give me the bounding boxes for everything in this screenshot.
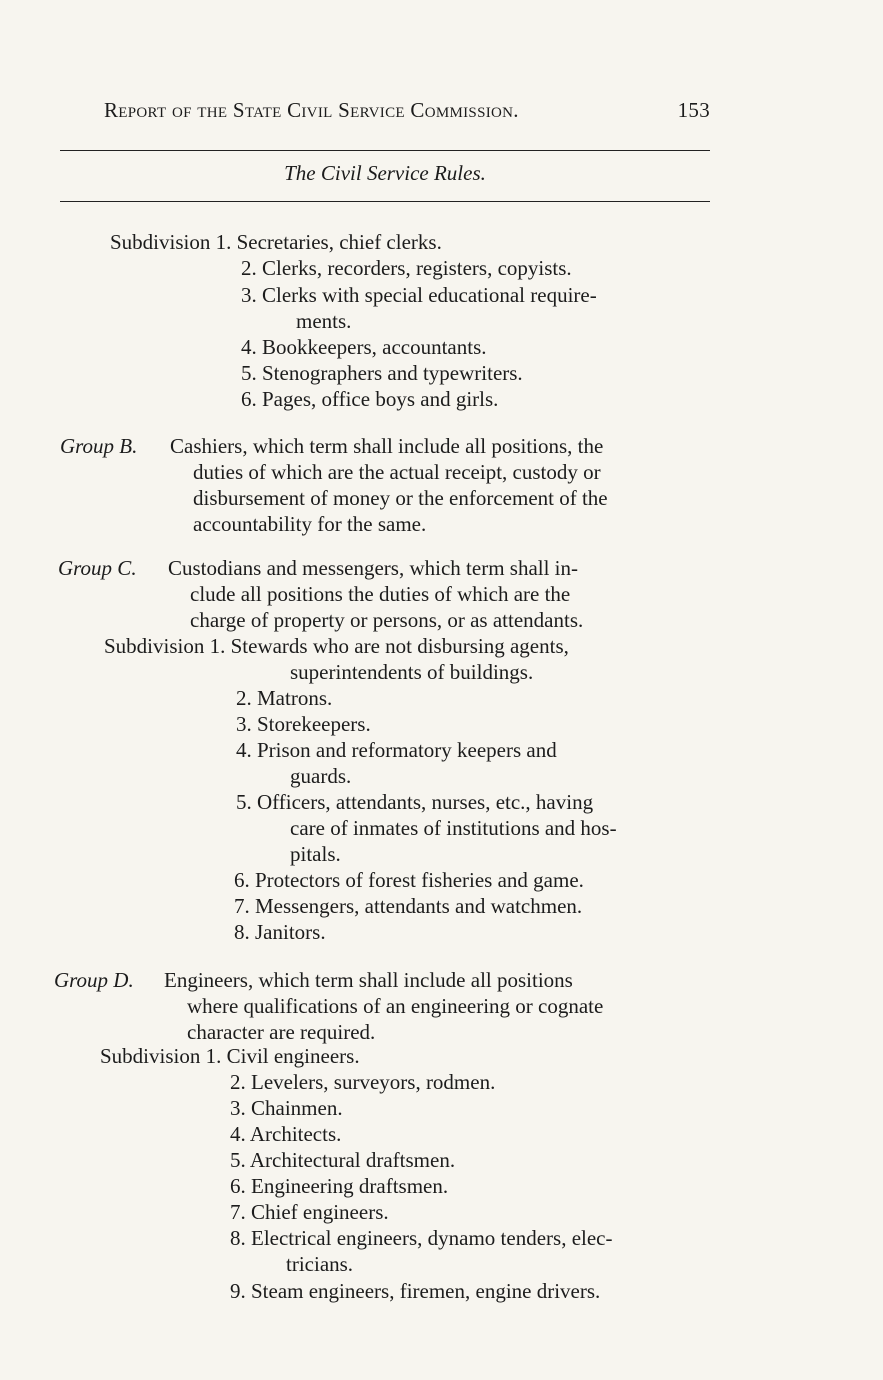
text-line: 4. Architects. (230, 1122, 342, 1146)
header-rule-bottom (60, 201, 710, 202)
text-line: 7. Chief engineers. (230, 1200, 389, 1224)
text-line: 3. Clerks with special educational require- (241, 283, 597, 307)
text-line: where qualifications of an engineering or cognate (187, 994, 604, 1018)
page-number: 153 (677, 98, 710, 122)
group-label: Group C. (58, 556, 137, 580)
text-line: 2. Matrons. (236, 686, 333, 710)
running-title: The Civil Service Rules. (284, 161, 486, 185)
text-line: disbursement of money or the enforcement of the (193, 486, 608, 510)
text-line: charge of property or persons, or as attendants. (190, 608, 584, 632)
text-line: Cashiers, which term shall include all positions, the (170, 434, 604, 458)
text-line: 8. Janitors. (234, 920, 326, 944)
text-line: 8. Electrical engineers, dynamo tenders, elec- (230, 1226, 613, 1250)
text-line: Custodians and messengers, which term shall in- (168, 556, 579, 580)
text-line: 5. Officers, attendants, nurses, etc., having (236, 790, 594, 814)
text-line: Subdivision 1. Civil engineers. (100, 1044, 360, 1068)
text-line: accountability for the same. (193, 512, 427, 536)
group-label: Group B. (60, 434, 138, 458)
text-line: clude all positions the duties of which are the (190, 582, 571, 606)
text-line: character are required. (187, 1020, 376, 1044)
header-rule-top (60, 150, 710, 151)
text-line: care of inmates of institutions and hos- (290, 816, 617, 840)
text-line: 4. Bookkeepers, accountants. (241, 335, 487, 359)
text-line: Engineers, which term shall include all positions (164, 968, 573, 992)
group-label: Group D. (54, 968, 134, 992)
text-line: 9. Steam engineers, firemen, engine drivers. (230, 1279, 601, 1303)
text-line: 6. Engineering draftsmen. (230, 1174, 449, 1198)
page-header (104, 98, 710, 123)
text-line: Subdivision 1. Stewards who are not disbursing agents, (104, 634, 569, 658)
text-line: tricians. (286, 1252, 354, 1276)
text-line: guards. (290, 764, 352, 788)
text-line: 5. Architectural draftsmen. (230, 1148, 456, 1172)
text-line: 2. Levelers, surveyors, rodmen. (230, 1070, 496, 1094)
text-line: 7. Messengers, attendants and watchmen. (234, 894, 583, 918)
text-line: 5. Stenographers and typewriters. (241, 361, 523, 385)
text-line: 6. Protectors of forest fisheries and game. (234, 868, 584, 892)
text-line: 3. Chainmen. (230, 1096, 343, 1120)
text-line: 4. Prison and reformatory keepers and (236, 738, 557, 762)
text-line: Subdivision 1. Secretaries, chief clerks. (110, 230, 442, 254)
header-title: Report of the State Civil Service Commission. (104, 98, 519, 122)
text-line: ments. (296, 309, 352, 333)
text-line: duties of which are the actual receipt, custody or (193, 460, 601, 484)
text-line: pitals. (290, 842, 341, 866)
text-line: 2. Clerks, recorders, registers, copyists. (241, 256, 572, 280)
text-line: superintendents of buildings. (290, 660, 534, 684)
text-line: 3. Storekeepers. (236, 712, 371, 736)
text-line: 6. Pages, office boys and girls. (241, 387, 499, 411)
